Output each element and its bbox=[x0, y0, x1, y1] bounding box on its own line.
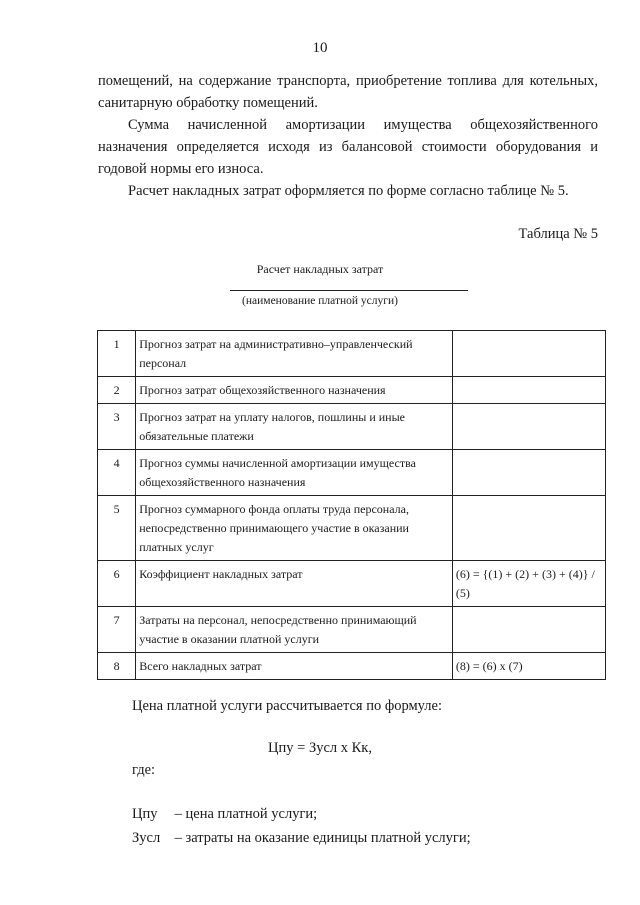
table-number: Таблица № 5 bbox=[518, 226, 598, 242]
row-value bbox=[452, 377, 605, 404]
table-row bbox=[98, 653, 606, 680]
page-number: 10 bbox=[312, 40, 328, 56]
row-description: Всего накладных затрат bbox=[136, 653, 453, 680]
row-number: 6 bbox=[98, 561, 136, 607]
row-number: 3 bbox=[98, 404, 136, 450]
row-value bbox=[452, 496, 605, 561]
row-value bbox=[452, 450, 605, 496]
service-name-blank-line bbox=[230, 290, 468, 291]
row-number: 7 bbox=[98, 607, 136, 653]
row-description: Коэффициент накладных затрат bbox=[136, 561, 453, 607]
row-description: Прогноз суммарного фонда оплаты труда персонала, непосредственно принимающего участие в оказании платных услуг bbox=[136, 496, 453, 561]
row-number: 4 bbox=[98, 450, 136, 496]
row-description: Прогноз затрат общехозяйственного назначения bbox=[136, 377, 453, 404]
row-value: (6) = {(1) + (2) + (3) + (4)} / (5) bbox=[452, 561, 605, 607]
row-description: Прогноз затрат на уплату налогов, пошлины и иные обязательные платежи bbox=[136, 404, 453, 450]
price-formula: Цпу = Зусл х Кк, bbox=[268, 740, 372, 756]
table-row bbox=[98, 404, 606, 450]
table-row bbox=[98, 496, 606, 561]
table-row bbox=[98, 561, 606, 607]
paragraph-3: Расчет накладных затрат оформляется по форме согласно таблице № 5. bbox=[128, 183, 569, 199]
row-description: Прогноз суммы начисленной амортизации имущества общехозяйственного назначения bbox=[136, 450, 453, 496]
table-row bbox=[98, 450, 606, 496]
paragraph-2: Сумма начисленной амортизации имущества общехозяйственного назначения определяется исходя из балансовой стоимости оборудования и годовой нормы его износа. bbox=[98, 117, 598, 177]
definition-item bbox=[132, 830, 471, 847]
row-description: Затраты на персонал, непосредственно принимающий участие в оказании платной услуги bbox=[136, 607, 453, 653]
row-number: 2 bbox=[98, 377, 136, 404]
table-row bbox=[98, 331, 606, 377]
row-value bbox=[452, 404, 605, 450]
definition-text: – цена платной услуги; bbox=[174, 806, 318, 822]
row-value: (8) = (6) х (7) bbox=[452, 653, 605, 680]
row-number: 8 bbox=[98, 653, 136, 680]
overhead-costs-table bbox=[97, 330, 606, 680]
where-label: где: bbox=[132, 762, 156, 778]
row-number: 1 bbox=[98, 331, 136, 377]
definition-symbol: Цпу bbox=[132, 806, 158, 822]
row-value bbox=[452, 607, 605, 653]
definition-item bbox=[132, 806, 317, 823]
table-title: Расчет накладных затрат bbox=[256, 262, 384, 276]
paragraph-1: помещений, на содержание транспорта, приобретение топлива для котельных, санитарную обработку помещений. bbox=[98, 73, 598, 111]
definition-text: – затраты на оказание единицы платной услуги; bbox=[174, 830, 471, 846]
table-row bbox=[98, 377, 606, 404]
price-formula-intro: Цена платной услуги рассчитывается по формуле: bbox=[132, 698, 442, 714]
definition-symbol: Зусл bbox=[132, 830, 161, 846]
table-row bbox=[98, 607, 606, 653]
row-description: Прогноз затрат на административно–управленческий персонал bbox=[136, 331, 453, 377]
service-name-caption: (наименование платной услуги) bbox=[242, 295, 398, 307]
row-value bbox=[452, 331, 605, 377]
row-number: 5 bbox=[98, 496, 136, 561]
